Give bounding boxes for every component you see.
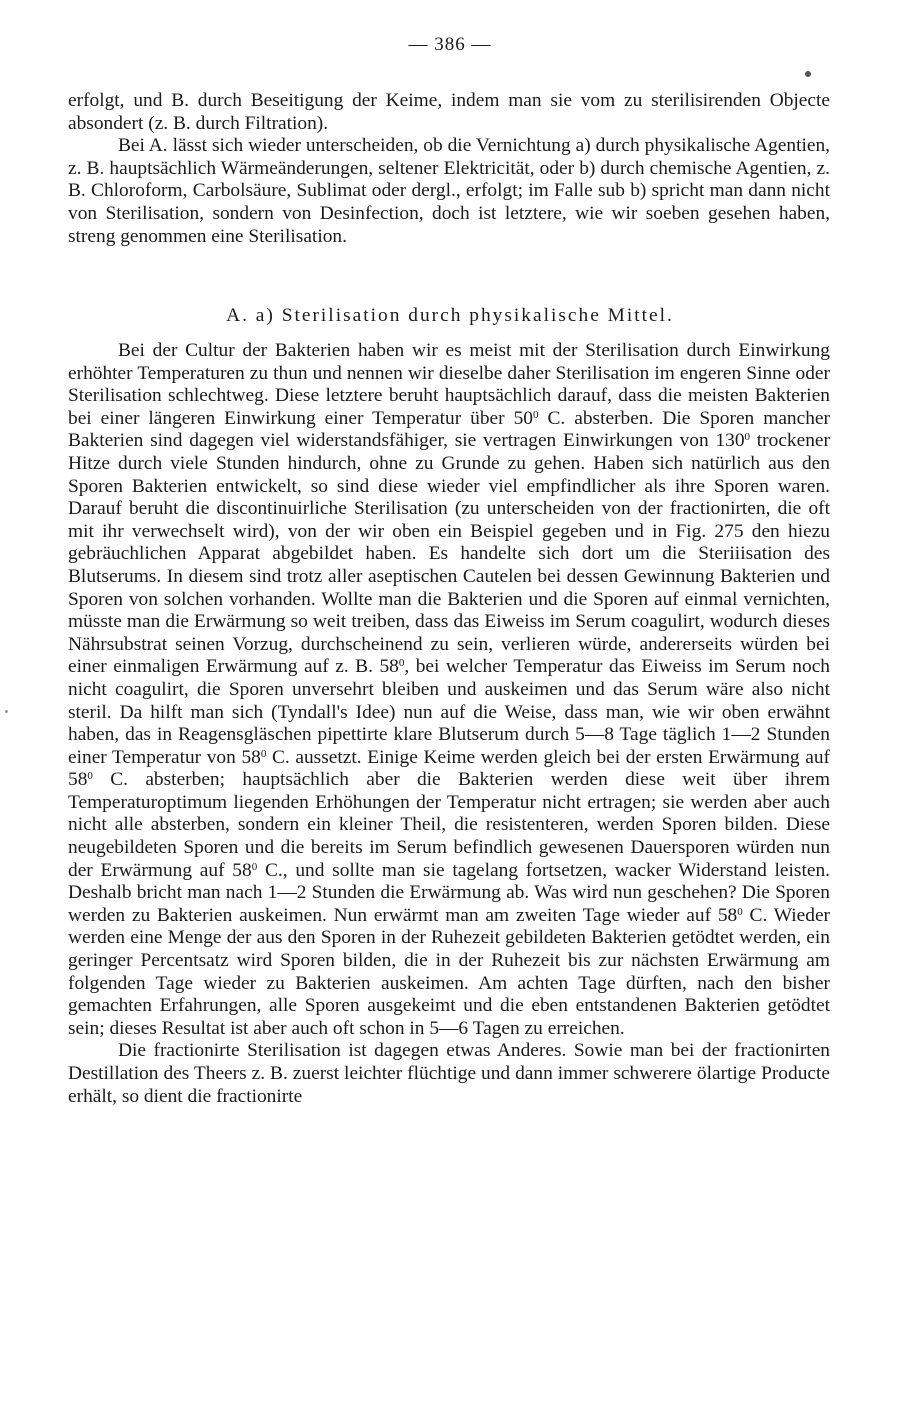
- degree-mark: 0: [251, 860, 258, 873]
- page-number: — 386 —: [408, 34, 492, 55]
- degree-mark: 0: [398, 657, 405, 670]
- degree-mark: 0: [744, 431, 751, 444]
- text-run: Bei der Cultur der Bakterien haben wir es meist mit der Sterilisation durch Einwirkung erhöhter Temperaturen zu thun und nennen wir dieselbe daher Sterilisation im engeren Sinne oder Sterilisation schlechtweg. Diese letztere beruht hauptsächlich darauf, dass die meisten Bakterien bei einer längeren Einwirkung einer Temperatur über 50: [68, 340, 830, 429]
- intro-text: [68, 90, 830, 248]
- text-run: C. absterben. Die Sporen mancher Bakterien sind dagegen viel widerstandsfähiger, sie vertragen Einwirkungen von 130: [68, 407, 830, 452]
- paragraph: Bei A. lässt sich wieder unterscheiden, ob die Vernichtung a) durch physikalische Agentien, z. B. hauptsächlich Wärmeänderungen, seltener Elektricität, oder b) durch chemische Agentien, z. B. Chloroform, Carbolsäure, Sublimat oder dergl., erfolgt; im Falle sub b) spricht man dann nicht von Sterilisation, sondern von Desinfection, doch ist letztere, wie wir soeben gesehen haben, streng genommen eine Sterilisation.: [68, 135, 830, 247]
- text-run: C. absterben; hauptsächlich aber die Bakterien werden diese weit über ihrem Temperaturoptimum liegenden Erhöhungen der Temperatur nicht ertragen; sie werden aber auch nicht alle absterben, sondern ein kleiner Theil, die resistenteren, werden Sporen bilden. Diese neugebildeten Sporen und die bereits im Serum befindlich gewesenen Dauersporen würden nun der Erwärmung auf 58: [68, 769, 830, 881]
- section-heading: A. a) Sterilisation durch physikalische Mittel.: [226, 305, 674, 326]
- degree-mark: 0: [260, 747, 267, 760]
- text-run: C. aussetzt. Einige Keime werden gleich bei der ersten Erwärmung auf 58: [68, 746, 830, 791]
- text-run: C. Wieder werden eine Menge der aus den Sporen in der Ruhezeit gebildeten Bakterien getödtet werden, ein geringer Percentsatz wird Sporen bilden, die in der Ruhezeit bis zur nächsten Erwärmung am folgenden Tage wieder zu Bakterien auskeimen. Am achten Tage dürften, nach den bisher gemachten Erfahrungen, alle Sporen ausgekeimt und die eben entstandenen Bakterien getödtet sein; dieses Resultat ist aber auch oft schon in 5—6 Tagen zu erreichen.: [68, 904, 831, 1039]
- paragraph-continuation: erfolgt, und B. durch Beseitigung der Keime, indem man sie vom zu sterilisirenden Objecte absondert (z. B. durch Filtration).: [68, 90, 830, 134]
- paragraph: Die fractionirte Sterilisation ist dagegen etwas Anderes. Sowie man bei der fractionirten Destillation des Theers z. B. zuerst leichter flüchtige und dann immer schwerere ölartige Producte erhält, so dient die fractionirte: [68, 1040, 830, 1107]
- degree-mark: 0: [737, 905, 743, 918]
- degree-mark: 0: [532, 408, 539, 421]
- ink-speck: [5, 710, 8, 713]
- degree-mark: 0: [87, 770, 93, 783]
- text-run: trockener Hitze durch viele Stunden hindurch, ohne zu Grunde zu gehen. Haben sich natürlich aus den Sporen Bakterien entwickelt, so sind diese wieder viel empfindlicher als ihre Sporen waren. Darauf beruht die discontinuirliche Sterilisation (zu unterscheiden von der fractionirten, die oft mit ihr verwechselt wird), von der wir oben ein Beispiel gegeben und in Fig. 275 den hiezu gebräuchlichen Apparat abgebildet haben. Es handelte sich dort um die Steriiisation des Blutserums. In diesem sind trotz aller aseptischen Cautelen bei dessen Gewinnung Bakterien und Sporen von solchen vorhanden. Wollte man die Bakterien und die Sporen auf einmal vernichten, müsste man die Erwärmung so weit treiben, dass das Eiweiss im Serum coagulirt, wodurch dieses Nährsubstrat seinen Vorzug, durchscheinend zu sein, verlieren würde, andererseits würden bei einer einmaligen Erwärmung auf z. B. 58: [68, 430, 830, 678]
- text-run: C., und sollte man sie tagelang fortsetzen, wacker Widerstand leisten. Deshalb bricht man nach 1—2 Stunden die Erwärmung ab. Was wird nun geschehen? Die Sporen werden zu Bakterien auskeimen. Nun erwärmt man am zweiten Tage wieder auf 58: [68, 859, 830, 926]
- section-body: [68, 340, 830, 1108]
- paragraph: [68, 340, 830, 1040]
- text-run: , bei welcher Temperatur das Eiweiss im Serum noch nicht coagulirt, die Sporen unversehrt bleiben und auskeimen und das Serum wäre also nicht steril. Da hilft man sich (Tyndall's Idee) nun auf die Weise, dass man, wie wir oben erwähnt haben, das in Reagensgläschen pipettirte klare Blutserum durch 5—8 Tage täglich 1—2 Stunden einer Temperatur von 58: [68, 656, 830, 768]
- ink-speck: [805, 71, 811, 77]
